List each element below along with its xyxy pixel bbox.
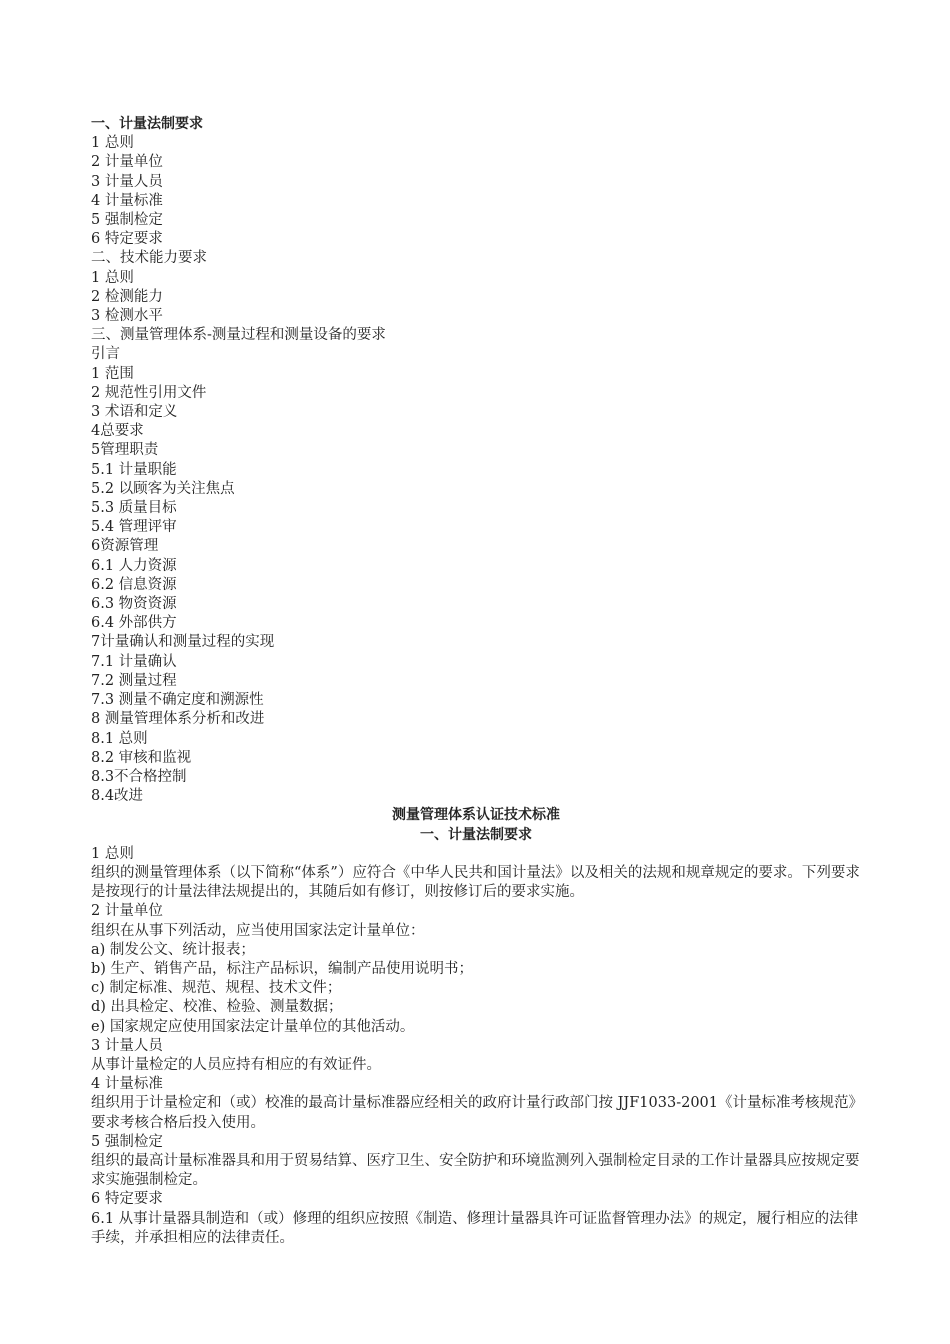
toc-item: 8.2 审核和监视 — [91, 749, 192, 766]
toc-item: 引言 — [91, 346, 120, 363]
toc-item: 7.2 测量过程 — [91, 672, 177, 689]
toc-item: 6 特定要求 — [91, 231, 163, 248]
toc-item: 三、测量管理体系-测量过程和测量设备的要求 — [91, 327, 386, 344]
toc-item: 7计量确认和测量过程的实现 — [91, 634, 275, 651]
toc-item: 4总要求 — [91, 423, 144, 440]
s6-text: 6.1 从事计量器具制造和（或）修理的组织应按照《制造、修理计量器具许可证监督管理办法》的规定，履行相应的法律手续，并承担相应的法律责任。 — [91, 1210, 859, 1246]
toc-item: 8.1 总则 — [91, 730, 148, 747]
s1-heading: 1 总则 — [91, 845, 134, 862]
s5-heading: 5 强制检定 — [91, 1133, 163, 1150]
s2-item: d) 出具检定、校准、检验、测量数据； — [91, 999, 343, 1016]
toc-item: 3 检测水平 — [91, 308, 163, 325]
s2-item: b) 生产、销售产品，标注产品标识，编制产品使用说明书； — [91, 960, 474, 977]
document-title: 测量管理体系认证技术标准 — [392, 807, 560, 824]
s2-intro: 组织在从事下列活动，应当使用国家法定计量单位： — [91, 922, 425, 939]
toc-list — [91, 134, 861, 806]
s2-item: c) 制定标准、规范、规程、技术文件； — [91, 980, 342, 997]
toc-item: 1 范围 — [91, 365, 134, 382]
toc-item: 1 总则 — [91, 135, 134, 152]
section-heading: 一、计量法制要求 — [420, 826, 532, 843]
toc-item: 3 术语和定义 — [91, 404, 178, 421]
s5-text: 组织的最高计量标准器具和用于贸易结算、医疗卫生、安全防护和环境监测列入强制检定目录的工作计量器具应按规定要求实施强制检定。 — [91, 1152, 860, 1189]
s4-text: 组织用于计量检定和（或）校准的最高计量标准器应经相关的政府计量行政部门按 JJF1033-2001《计量标准考核规范》要求考核合格后投入使用。 — [91, 1095, 856, 1131]
s2-item: a) 制发公文、统计报表； — [91, 941, 255, 958]
toc-item: 7.3 测量不确定度和溯源性 — [91, 692, 264, 709]
toc-item: 2 检测能力 — [91, 288, 163, 305]
toc-heading: 一、计量法制要求 — [91, 116, 203, 132]
toc-item: 2 规范性引用文件 — [91, 384, 207, 401]
toc-item: 6.2 信息资源 — [91, 576, 177, 593]
toc-item: 二、技术能力要求 — [91, 250, 207, 267]
toc-item: 5管理职责 — [91, 442, 159, 459]
toc-item: 6.3 物资资源 — [91, 596, 177, 613]
toc-item: 5.1 计量职能 — [91, 461, 177, 478]
toc-item: 1 总则 — [91, 269, 134, 286]
toc-item: 7.1 计量确认 — [91, 653, 177, 670]
toc-item: 5.2 以顾客为关注焦点 — [91, 480, 235, 497]
toc-item: 2 计量单位 — [91, 154, 163, 171]
toc-item: 6.4 外部供方 — [91, 615, 177, 632]
s2-heading: 2 计量单位 — [91, 903, 163, 920]
toc-item: 5 强制检定 — [91, 212, 163, 229]
toc-item: 8.3不合格控制 — [91, 768, 187, 785]
toc-item: 3 计量人员 — [91, 173, 163, 190]
document-page — [91, 115, 861, 1248]
toc-item: 5.3 质量目标 — [91, 500, 177, 517]
s3-text: 从事计量检定的人员应持有相应的有效证件。 — [91, 1056, 381, 1073]
s3-heading: 3 计量人员 — [91, 1037, 163, 1054]
s6-heading: 6 特定要求 — [91, 1191, 163, 1208]
s1-text: 组织的测量管理体系（以下简称“体系”）应符合《中华人民共和国计量法》以及相关的法规和规章规定的要求。下列要求是按现行的计量法律法规提出的，其随后如有修订，则按修订后的要求实施。 — [91, 864, 860, 901]
toc-item: 4 计量标准 — [91, 192, 163, 209]
s4-heading: 4 计量标准 — [91, 1076, 163, 1093]
toc-item: 5.4 管理评审 — [91, 519, 177, 536]
toc-item: 6资源管理 — [91, 538, 159, 555]
toc-item: 6.1 人力资源 — [91, 557, 177, 574]
toc-item: 8.4改进 — [91, 788, 144, 805]
s2-item: e) 国家规定应使用国家法定计量单位的其他活动。 — [91, 1018, 415, 1035]
toc-item: 8 测量管理体系分析和改进 — [91, 711, 265, 728]
